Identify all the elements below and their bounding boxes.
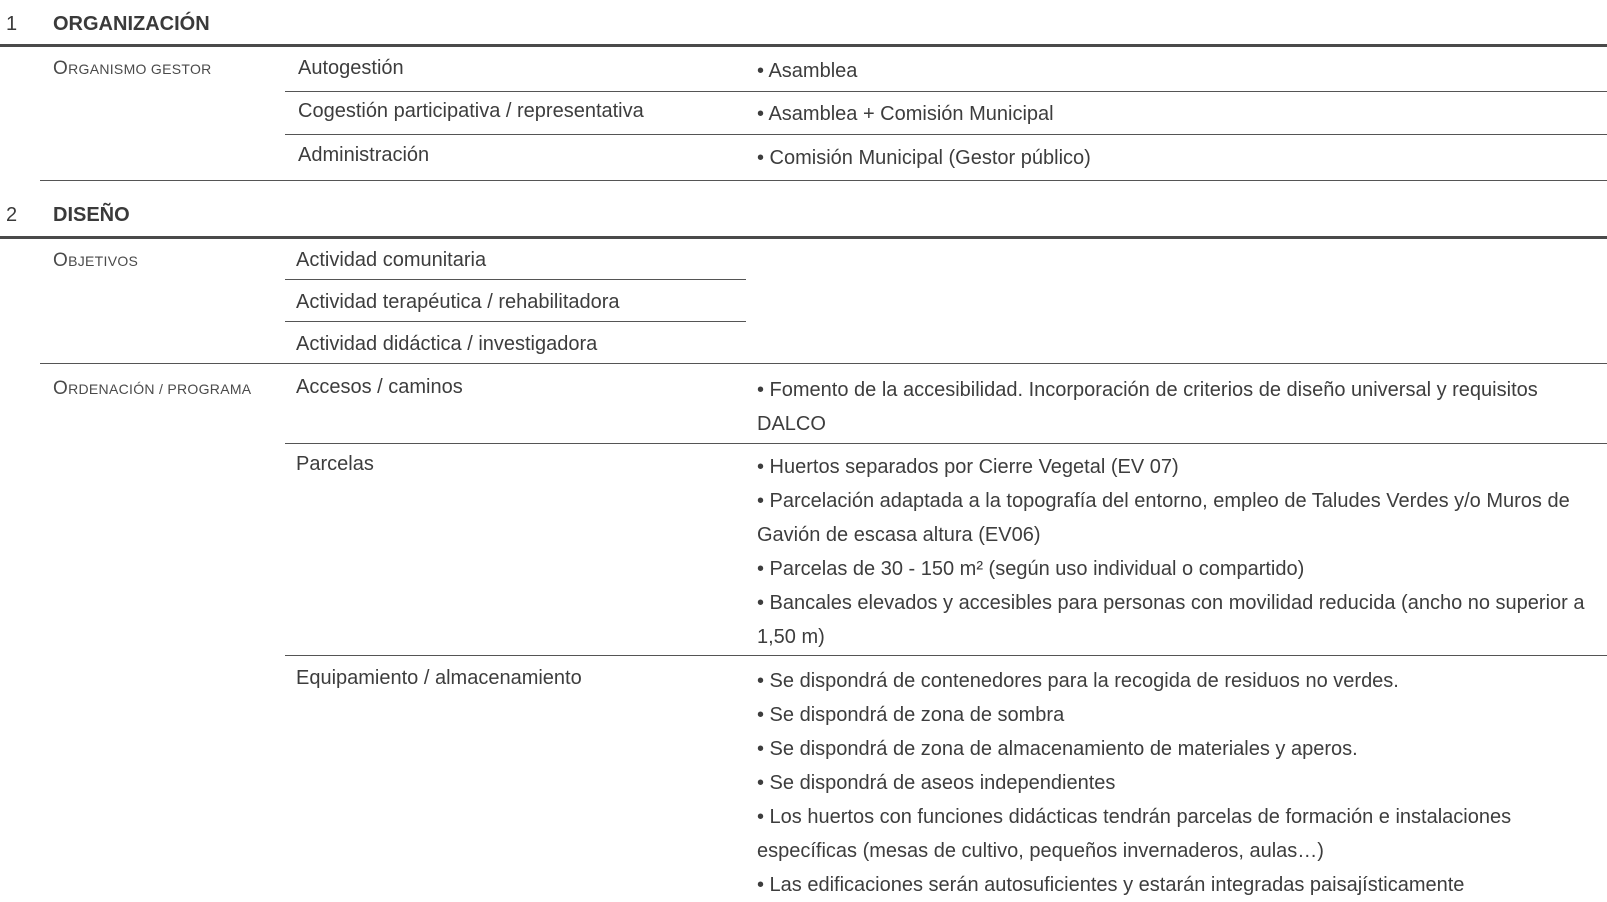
bullet-item: • Se dispondrá de contenedores para la recogida de residuos no verdes. <box>757 670 1399 692</box>
row-description <box>757 450 1587 654</box>
bullet-item: • Se dispondrá de zona de sombra <box>757 704 1065 726</box>
section-number: 2 <box>6 204 18 226</box>
row-divider <box>285 134 1607 135</box>
row-description <box>757 97 1587 131</box>
row-label: Accesos / caminos <box>296 376 463 398</box>
bullet-item: • Parcelación adaptada a la topografía del entorno, empleo de Taludes Verdes y/o Muros de Gavión de escasa altura (EV06) <box>757 490 1570 546</box>
row-description <box>757 141 1587 175</box>
row-label: Actividad comunitaria <box>296 249 487 271</box>
bullet-item: • Asamblea + Comisión Municipal <box>757 103 1054 125</box>
category-label: OBJETIVOS <box>53 250 139 271</box>
row-label: Parcelas <box>296 453 374 475</box>
row-label: Cogestión participativa / representativa <box>298 100 644 122</box>
section-title: DISEÑO <box>53 204 130 226</box>
category-divider <box>40 363 1607 364</box>
row-label: Actividad didáctica / investigadora <box>296 333 598 355</box>
row-description <box>757 373 1587 441</box>
row-label: Actividad terapéutica / rehabilitadora <box>296 291 620 313</box>
section-divider <box>0 44 1607 47</box>
bullet-item: • Se dispondrá de aseos independientes <box>757 772 1116 794</box>
row-divider <box>285 321 746 322</box>
row-divider <box>285 655 1607 656</box>
row-label: Autogestión <box>298 57 404 79</box>
row-description <box>757 664 1587 902</box>
row-label: Administración <box>298 144 430 166</box>
bullet-item: • Se dispondrá de zona de almacenamiento de materiales y aperos. <box>757 738 1358 760</box>
category-label: ORDENACIÓN / PROGRAMA <box>53 378 252 399</box>
bullet-item: • Bancales elevados y accesibles para personas con movilidad reducida (ancho no superior a 1,50 m) <box>757 592 1585 648</box>
category-label: ORGANISMO GESTOR <box>53 58 212 79</box>
row-label: Equipamiento / almacenamiento <box>296 667 582 689</box>
bullet-item: • Comisión Municipal (Gestor público) <box>757 147 1091 169</box>
row-divider <box>285 443 1607 444</box>
bullet-item: • Parcelas de 30 - 150 m² (según uso individual o compartido) <box>757 558 1305 580</box>
section-divider <box>0 236 1607 239</box>
bullet-item: • Los huertos con funciones didácticas tendrán parcelas de formación e instalaciones específicas (mesas de cultivo, pequeños invernaderos, aulas…) <box>757 806 1512 862</box>
bullet-item: • Huertos separados por Cierre Vegetal (EV 07) <box>757 456 1179 478</box>
category-divider <box>40 180 1607 181</box>
bullet-item: • Las edificaciones serán autosuficientes y estarán integradas paisajísticamente <box>757 874 1465 896</box>
row-divider <box>285 91 1607 92</box>
section-title: ORGANIZACIÓN <box>53 13 210 35</box>
section-number: 1 <box>6 13 18 35</box>
row-description <box>757 54 1587 88</box>
bullet-item: • Fomento de la accesibilidad. Incorporación de criterios de diseño universal y requisitos DALCO <box>757 379 1538 435</box>
row-divider <box>285 279 746 280</box>
bullet-item: • Asamblea <box>757 60 858 82</box>
